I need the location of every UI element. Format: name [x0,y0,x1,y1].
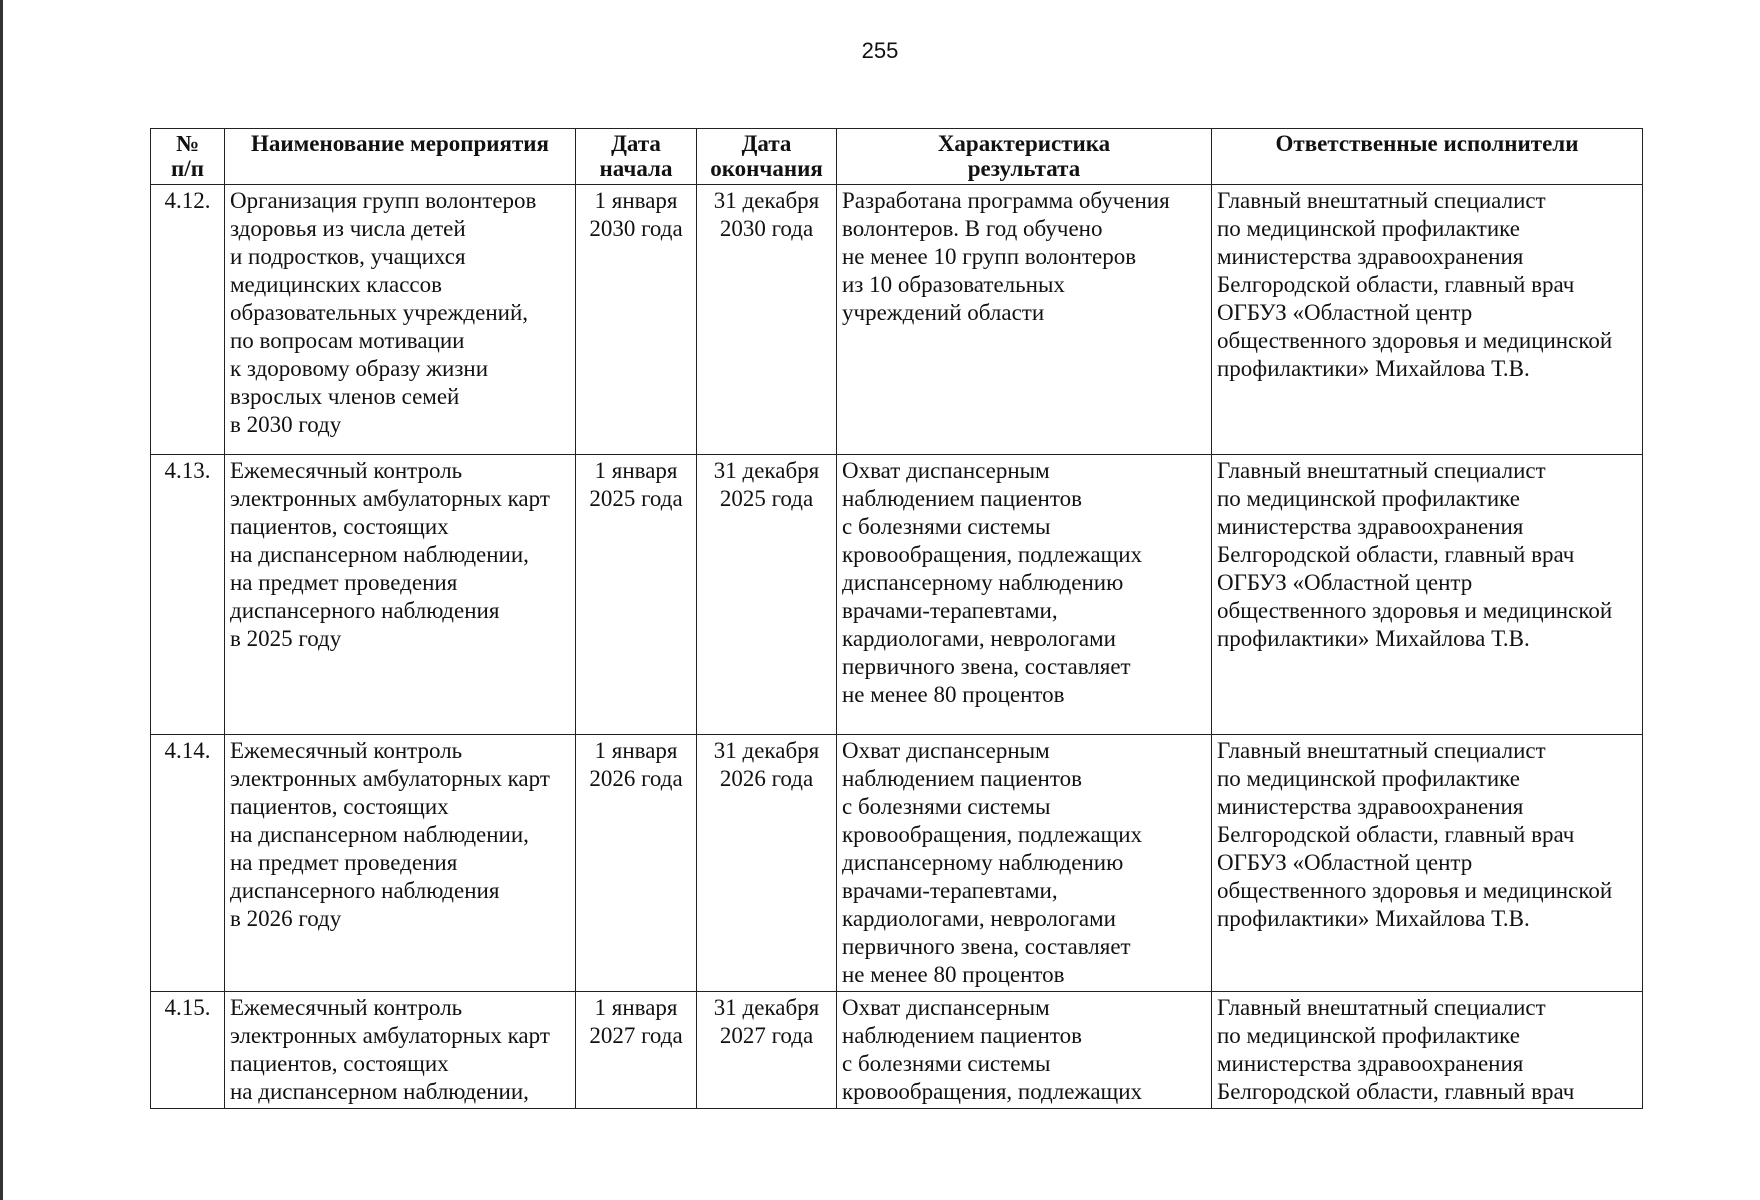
table-header-row [151,129,1643,185]
table-row [151,185,1643,455]
cell-start-date: 1 января 2025 года [576,455,697,735]
cell-end-date: 31 декабря 2030 года [697,185,837,455]
cell-name: Ежемесячный контроль электронных амбулаторных карт пациентов, состоящих на диспансерном наблюдении, на предмет проведения диспансерного наблюдения в 2026 году [225,735,576,992]
cell-end-date: 31 декабря 2025 года [697,455,837,735]
cell-end-date: 31 декабря 2026 года [697,735,837,992]
cell-num: 4.15. [151,992,225,1109]
table-row [151,992,1643,1109]
header-name: Наименование мероприятия [225,129,576,185]
header-responsible: Ответственные исполнители [1212,129,1643,185]
cell-responsible: Главный внештатный специалист по медицинской профилактике министерства здравоохранения Белгородской области, главный врач [1212,992,1643,1109]
header-result: Характеристика результата [837,129,1212,185]
cell-start-date: 1 января 2030 года [576,185,697,455]
page-number: 255 [861,38,899,63]
table-row [151,455,1643,735]
cell-result: Разработана программа обучения волонтеров. В год обучено не менее 10 групп волонтеров из 10 образовательных учреждений области [837,185,1212,455]
cell-result: Охват диспансерным наблюдением пациентов с болезнями системы кровообращения, подлежащих диспансерному наблюдению врачами-терапевтами, кардиологами, неврологами первичного звена, составляет не менее 80 процентов [837,735,1212,992]
cell-num: 4.12. [151,185,225,455]
cell-num: 4.14. [151,735,225,992]
cell-name: Ежемесячный контроль электронных амбулаторных карт пациентов, состоящих на диспансерном наблюдении, [225,992,576,1109]
cell-start-date: 1 января 2026 года [576,735,697,992]
header-end-date: Дата окончания [697,129,837,185]
activities-table [150,128,1643,1109]
cell-end-date: 31 декабря 2027 года [697,992,837,1109]
cell-responsible: Главный внештатный специалист по медицинской профилактике министерства здравоохранения Белгородской области, главный врач ОГБУЗ «Областной центр общественного здоровья и медицинской профилактики» Михайлова Т.В. [1212,185,1643,455]
table-row [151,735,1643,992]
cell-name: Ежемесячный контроль электронных амбулаторных карт пациентов, состоящих на диспансерном наблюдении, на предмет проведения диспансерного наблюдения в 2025 году [225,455,576,735]
cell-responsible: Главный внештатный специалист по медицинской профилактике министерства здравоохранения Белгородской области, главный врач ОГБУЗ «Областной центр общественного здоровья и медицинской профилактики» Михайлова Т.В. [1212,735,1643,992]
cell-num: 4.13. [151,455,225,735]
header-start-date: Дата начала [576,129,697,185]
cell-result: Охват диспансерным наблюдением пациентов с болезнями системы кровообращения, подлежащих [837,992,1212,1109]
cell-start-date: 1 января 2027 года [576,992,697,1109]
cell-result: Охват диспансерным наблюдением пациентов с болезнями системы кровообращения, подлежащих диспансерному наблюдению врачами-терапевтами, кардиологами, неврологами первичного звена, составляет не менее 80 процентов [837,455,1212,735]
cell-responsible: Главный внештатный специалист по медицинской профилактике министерства здравоохранения Белгородской области, главный врач ОГБУЗ «Областной центр общественного здоровья и медицинской профилактики» Михайлова Т.В. [1212,455,1643,735]
header-num: № п/п [151,129,225,185]
cell-name: Организация групп волонтеров здоровья из числа детей и подростков, учащихся медицинских классов образовательных учреждений, по вопросам мотивации к здоровому образу жизни взрослых членов семей в 2030 году [225,185,576,455]
page-edge [0,0,3,1200]
